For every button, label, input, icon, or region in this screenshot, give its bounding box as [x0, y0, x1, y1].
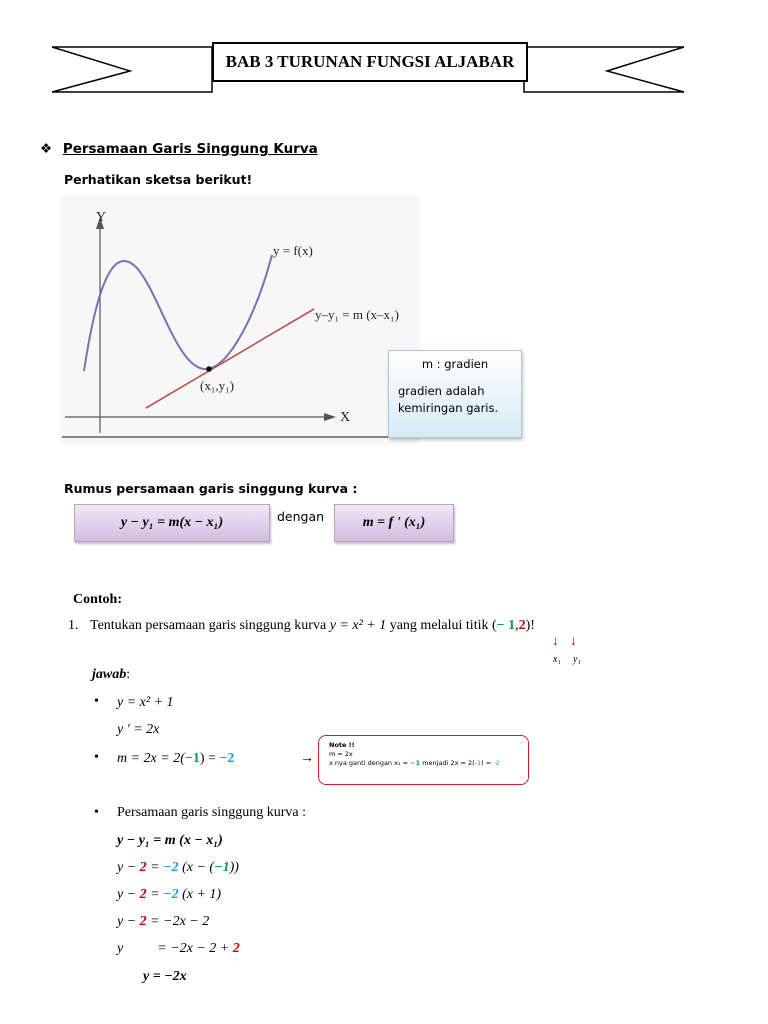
question-mid: yang melalui titik [389, 618, 489, 633]
s3-l4-b: 2 [139, 914, 147, 929]
step1-line-2: y ' = 2x [117, 722, 160, 737]
info-line-2: kemiringan garis. [398, 401, 499, 415]
example-heading: Contoh: [73, 592, 123, 607]
s3-l3-d: −2 [163, 887, 179, 902]
info-line-1: gradien adalah [398, 384, 485, 398]
ribbon-left [52, 47, 212, 92]
arrow-down-y-icon: ↓ [570, 634, 577, 649]
note-line-2-f: -2 [493, 759, 500, 767]
step1-bullet-icon: • [94, 694, 99, 709]
curve-label: y = f(x) [273, 243, 313, 258]
formula-connector: dengan [277, 509, 325, 524]
tangent-point [206, 366, 212, 372]
note-line-2-b: −1 [410, 759, 421, 767]
step3-line-4 [117, 914, 209, 930]
step3-line-5 [117, 941, 240, 957]
s3-l3-c: = [146, 887, 164, 902]
ribbon-right [524, 47, 684, 92]
point-x: − 1 [496, 618, 516, 633]
note-line-2 [329, 759, 528, 768]
s3-l2-c: = [146, 860, 164, 875]
answer-colon: : [126, 667, 131, 682]
step2-mid: ) = [199, 751, 220, 766]
step3-line-1: y − y₁ = m (x − x₁) [117, 833, 223, 848]
note-line-2-c: menjadi 2x = 2( [420, 759, 475, 767]
question-text: Tentukan persamaan garis singgung kurva [90, 618, 327, 633]
point-comma: , [515, 618, 519, 633]
s3-l2-g: )) [229, 860, 239, 875]
s3-l5-b: = −2x − 2 + [157, 941, 233, 956]
s3-l2-a: y − [117, 860, 140, 875]
question-equation: y = x² + 1 [329, 618, 387, 633]
question-number: 1. [68, 618, 79, 633]
answer-label [92, 667, 130, 683]
s3-l2-b: 2 [139, 860, 147, 875]
note-box [318, 735, 529, 785]
step3-bullet-icon: • [94, 805, 99, 820]
s3-l3-e: (x + 1) [178, 887, 222, 902]
s3-l4-a: y − [117, 914, 140, 929]
note-line-2-a: x nya ganti dengan x₁ = [329, 759, 411, 767]
s3-l3-b: 2 [139, 887, 147, 902]
s3-l3-a: y − [117, 887, 140, 902]
step2-value: −1 [184, 751, 200, 766]
note-line-2-e: ) = [481, 759, 494, 767]
step3-line-2 [117, 860, 239, 876]
step1-line-1: y = x² + 1 [117, 695, 174, 710]
intro-text: Perhatikan sketsa berikut! [64, 172, 253, 187]
formula-heading: Rumus persamaan garis singgung kurva : [64, 481, 358, 496]
s3-l5-a: y [117, 941, 124, 956]
gradient-info-box [388, 350, 522, 438]
tangent-label: y–y₁ = m (x–x₁) [315, 307, 399, 322]
step2-line [117, 751, 234, 767]
s3-l2-d: −2 [163, 860, 179, 875]
point-open: ( [491, 618, 497, 633]
s3-l4-c: = −2x − 2 [146, 914, 210, 929]
step2-pre: m = 2x = 2( [117, 751, 185, 766]
step2-arrow-icon: → [300, 751, 314, 766]
step3-line-3 [117, 887, 221, 903]
label-x1: x₁ [553, 654, 561, 665]
s3-l2-f: −1 [214, 860, 230, 875]
section-heading [40, 141, 318, 157]
answer-word: jawab [92, 667, 127, 682]
note-line-1: m = 2x [329, 750, 353, 758]
formula-box-gradient: m = f ' (x₁) [334, 504, 454, 542]
s3-l5-c: 2 [232, 941, 240, 956]
label-y1: y₁ [573, 654, 581, 665]
point-y: 2 [518, 618, 526, 633]
step2-result: −2 [219, 751, 235, 766]
s3-l2-e: (x − ( [178, 860, 215, 875]
diamond-bullet-icon: ❖ [40, 141, 53, 157]
example-question [68, 618, 535, 634]
point-label: (x₁,y₁) [200, 378, 234, 393]
step2-bullet-icon: • [94, 750, 99, 765]
point-close: )! [525, 618, 535, 633]
note-line-2-d: -1 [474, 759, 482, 767]
arrow-down-x-icon: ↓ [552, 634, 559, 649]
note-title: Note !! [329, 741, 355, 749]
page-title: BAB 3 TURUNAN FUNGSI ALJABAR [212, 42, 528, 82]
x-axis-label: X [340, 410, 351, 425]
step3-heading: Persamaan garis singgung kurva : [117, 805, 306, 820]
final-answer: y = −2x [143, 969, 187, 984]
formula-box-equation: y − y₁ = m(x − x₁) [74, 504, 270, 542]
info-title: m : gradien [421, 357, 489, 371]
tangent-sketch [60, 195, 420, 445]
section-title: Persamaan Garis Singgung Kurva [62, 141, 318, 157]
y-axis-label: Y [96, 210, 107, 225]
